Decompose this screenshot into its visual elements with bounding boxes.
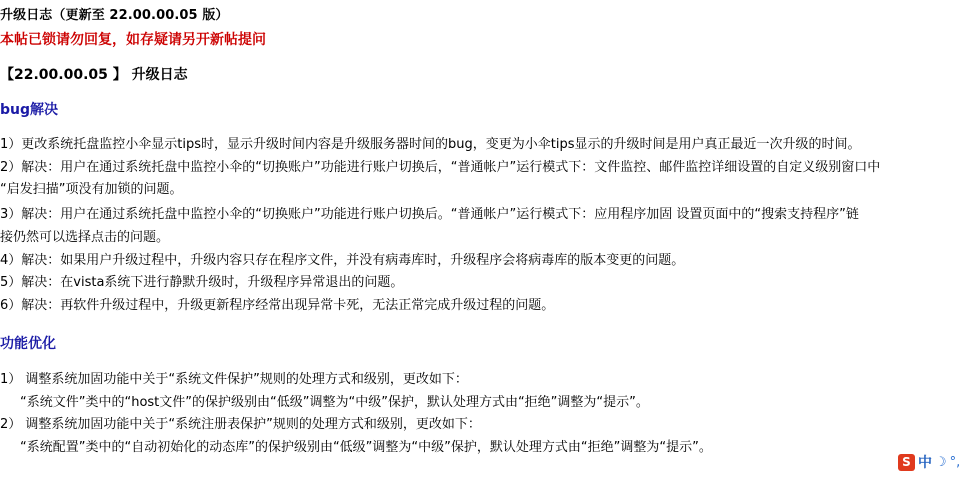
ime-chinese-mode-toggle[interactable]: 中 xyxy=(918,455,932,471)
bug-section-heading: bug解决 xyxy=(0,102,59,118)
bug-item-3-continued: 接仍然可以选择点击的问题。 xyxy=(0,230,170,245)
bug-item-3: 3）解决：用户在通过系统托盘中监控小伞的“切换账户”功能进行账户切换后。“普通帐户”运行模式下：应用程序加固 设置页面中的“搜索支持程序”链 xyxy=(0,207,859,222)
feature-section-heading: 功能优化 xyxy=(0,336,56,352)
bug-item-2: 2）解决：用户在通过系统托盘中监控小伞的“切换账户”功能进行账户切换后，“普通帐户”运行模式下：文件监控、邮件监控详细设置的自定义级别窗口中 xyxy=(0,160,881,175)
bug-item-6: 6）解决：再软件升级过程中，升级更新程序经常出现异常卡死，无法正常完成升级过程的问题。 xyxy=(0,298,555,313)
sogou-ime-logo-icon[interactable]: S xyxy=(898,454,915,471)
feature-item-1-detail: “系统文件”类中的“host文件”的保护级别由“低级”调整为“中级”保护，默认处理方式由“拒绝”调整为“提示”。 xyxy=(20,395,649,410)
lock-notice: 本帖已锁请勿回复，如存疑请另开新帖提问 xyxy=(0,32,266,48)
feature-item-2: 2） 调整系统加固功能中关于“系统注册表保护”规则的处理方式和级别，更改如下： xyxy=(0,417,481,432)
ime-toolbar[interactable] xyxy=(898,452,974,472)
page-title: 升级日志（更新至 22.00.00.05 版） xyxy=(0,8,229,23)
feature-item-2-detail: “系统配置”类中的“自动初始化的动态库”的保护级别由“低级”调整为“中级”保护，默认处理方式由“拒绝”调整为“提示”。 xyxy=(20,440,712,455)
version-heading: 【22.00.00.05 】 升级日志 xyxy=(0,67,188,83)
bug-item-2-continued: “启发扫描”项没有加锁的问题。 xyxy=(0,182,183,197)
bug-item-1: 1）更改系统托盘监控小伞显示tips时，显示升级时间内容是升级服务器时间的bug，变更为小伞tips显示的升级时间是用户真正最近一次升级的时间。 xyxy=(0,137,861,152)
bug-item-4: 4）解决：如果用户升级过程中，升级内容只存在程序文件，并没有病毒库时，升级程序会将病毒库的版本变更的问题。 xyxy=(0,253,685,268)
punctuation-mode-icon[interactable]: °, xyxy=(949,454,961,470)
bug-item-5: 5）解决：在vista系统下进行静默升级时，升级程序异常退出的问题。 xyxy=(0,275,404,290)
feature-item-1: 1） 调整系统加固功能中关于“系统文件保护”规则的处理方式和级别，更改如下： xyxy=(0,372,468,387)
half-width-moon-icon[interactable]: ☽ xyxy=(935,454,947,470)
